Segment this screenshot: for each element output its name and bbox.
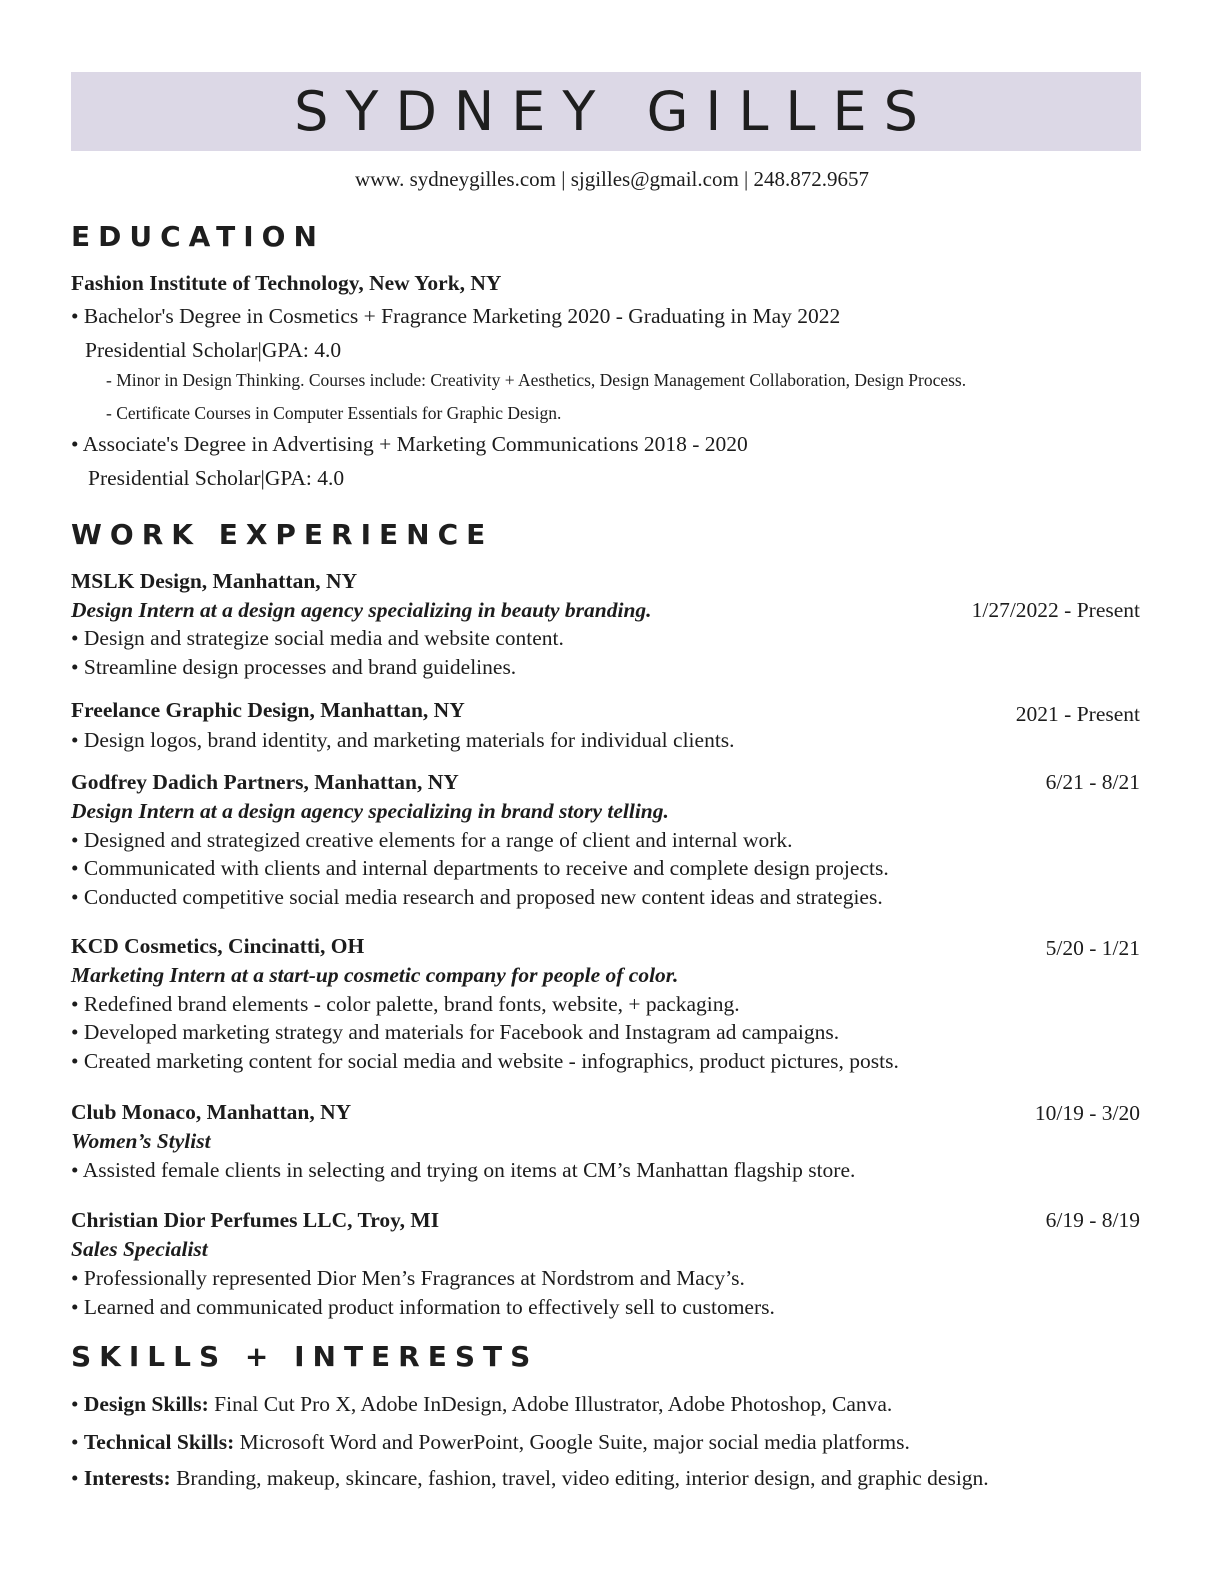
job-role: Design Intern at a design agency specializing in beauty branding. [71,598,652,622]
degree-bachelor-honors: Presidential Scholar|GPA: 4.0 [85,338,342,362]
degree-associate-honors: Presidential Scholar|GPA: 4.0 [88,466,345,490]
skill-label: Design Skills: [83,1392,209,1416]
job-bullet: • Developed marketing strategy and materials for Facebook and Instagram ad campaigns. [71,1020,840,1044]
skills-heading: SKILLS + INTERESTS [71,1340,539,1373]
skill-label: Technical Skills: [83,1430,235,1454]
job-dates: 6/21 - 8/21 [1045,770,1140,794]
skill-bullet: • [71,1392,79,1416]
job-bullet: • Designed and strategized creative elements for a range of client and internal work. [71,828,793,852]
skill-text: Microsoft Word and PowerPoint, Google Suite, major social media platforms. [239,1430,910,1454]
job-dates: 2021 - Present [1015,702,1140,726]
skill-text: Branding, makeup, skincare, fashion, travel, video editing, interior design, and graphic design. [176,1466,989,1490]
job-bullet: • Created marketing content for social media and website - infographics, product pictures, posts. [71,1049,899,1073]
skill-bullet: • [71,1430,79,1454]
certificate-line: - Certificate Courses in Computer Essentials for Graphic Design. [106,403,562,423]
job-employer: MSLK Design, Manhattan, NY [71,569,358,593]
skill-item [71,1432,910,1454]
school-name: Fashion Institute of Technology, New York, NY [71,271,502,295]
job-bullet: • Streamline design processes and brand guidelines. [71,655,517,679]
applicant-name: SYDNEY GILLES [294,80,935,143]
job-employer: Club Monaco, Manhattan, NY [71,1100,352,1124]
skill-item [71,1394,892,1416]
job-role: Women’s Stylist [71,1129,211,1153]
job-employer: KCD Cosmetics, Cincinatti, OH [71,934,365,958]
skill-text: Final Cut Pro X, Adobe InDesign, Adobe Illustrator, Adobe Photoshop, Canva. [214,1392,893,1416]
degree-associate: • Associate's Degree in Advertising + Marketing Communications 2018 - 2020 [71,432,748,456]
job-bullet: • Design logos, brand identity, and marketing materials for individual clients. [71,728,735,752]
job-role: Marketing Intern at a start-up cosmetic company for people of color. [71,963,679,987]
job-bullet: • Redefined brand elements - color palette, brand fonts, website, + packaging. [71,992,740,1016]
skill-item [71,1468,989,1490]
contact-line: www. sydneygilles.com | sjgilles@gmail.com | 248.872.9657 [354,167,869,191]
job-role: Sales Specialist [71,1237,208,1261]
job-employer: Godfrey Dadich Partners, Manhattan, NY [71,770,459,794]
job-bullet: • Learned and communicated product information to effectively sell to customers. [71,1295,775,1319]
job-dates: 1/27/2022 - Present [971,598,1140,622]
job-role: Design Intern at a design agency specializing in brand story telling. [71,799,669,823]
skill-label: Interests: [83,1466,171,1490]
job-bullet: • Conducted competitive social media research and proposed new content ideas and strategies. [71,885,883,909]
work-experience-heading: WORK EXPERIENCE [71,518,494,551]
job-employer: Freelance Graphic Design, Manhattan, NY [71,698,465,722]
education-heading: EDUCATION [71,220,325,253]
job-bullet: • Assisted female clients in selecting and trying on items at CM’s Manhattan flagship store. [71,1158,856,1182]
job-bullet: • Communicated with clients and internal departments to receive and complete design projects. [71,856,889,880]
minor-line: - Minor in Design Thinking. Courses include: Creativity + Aesthetics, Design Management Collaboration, Design Process. [106,370,967,390]
job-dates: 5/20 - 1/21 [1045,936,1140,960]
job-dates: 6/19 - 8/19 [1045,1208,1140,1232]
job-bullet: • Professionally represented Dior Men’s Fragrances at Nordstrom and Macy’s. [71,1266,745,1290]
job-bullet: • Design and strategize social media and website content. [71,626,564,650]
degree-bachelor: • Bachelor's Degree in Cosmetics + Fragrance Marketing 2020 - Graduating in May 2022 [71,304,841,328]
skill-bullet: • [71,1466,79,1490]
name-banner [71,72,1141,151]
job-dates: 10/19 - 3/20 [1034,1101,1140,1125]
job-employer: Christian Dior Perfumes LLC, Troy, MI [71,1208,440,1232]
